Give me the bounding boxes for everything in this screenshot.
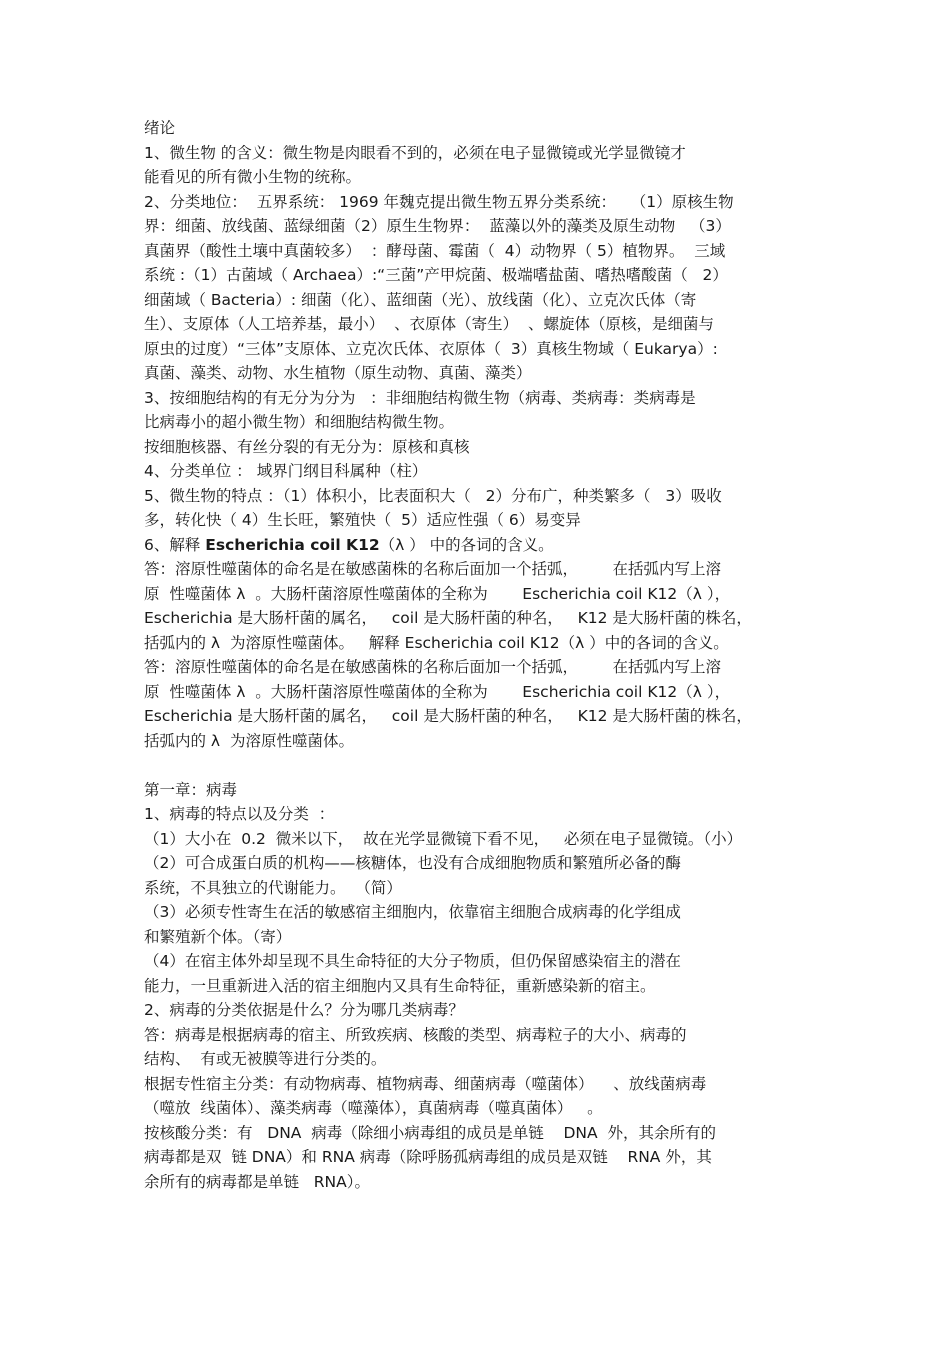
text-line: 1、微生物 的含义：微生物是肉眼看不到的，必须在电子显微镜或光学显微镜才: [144, 143, 686, 162]
question-6-term: Escherichia coil K12: [205, 535, 380, 554]
text-line: 答：病毒是根据病毒的宿主、所致疾病、核酸的类型、病毒粒子的大小、病毒的: [144, 1025, 687, 1044]
answer-line: 原 性噬菌体 λ 。大肠杆菌溶原性噬菌体的全称为 Escherichia coil K12（λ ），: [144, 584, 731, 603]
text-line: 真菌界（酸性土壤中真菌较多） ：酵母菌、霉菌（ 4）动物界（ 5）植物界。 三域: [144, 241, 726, 260]
question-6-suffix: （λ ） 中的各词的含义。: [379, 535, 554, 554]
text-line: 按核酸分类：有 DNA 病毒（除细小病毒组的成员是单链 DNA 外，其余所有的: [144, 1123, 716, 1142]
text-line: 比病毒小的超小微生物）和细胞结构微生物。: [144, 413, 455, 431]
text-line: 结构、 有或无被膜等进行分类的。: [144, 1050, 387, 1068]
text-line: 4、分类单位 ： 域界门纲目科属种（柱）: [144, 462, 428, 480]
text-line: 系统 :（1）古菌域（ Archaea）:“三菌”产甲烷菌、极端嗜盐菌、嗜热嗜酸菌（ 2）: [144, 266, 728, 284]
text-line: 和繁殖新个体。（寄）: [144, 927, 292, 946]
text-line: 细菌域（ Bacteria）: 细菌（化）、蓝细菌（光）、放线菌（化）、立克次氏体（寄: [144, 290, 697, 309]
answer-line: 答：溶原性噬菌体的命名是在敏感菌株的名称后面加一个括弧， 在括弧内写上溶: [144, 560, 721, 578]
section-title-intro: 绪论: [144, 119, 176, 137]
text-line: 能力，一旦重新进入活的宿主细胞内又具有生命特征，重新感染新的宿主。: [144, 976, 656, 995]
question-6-prefix: 6、解释: [144, 535, 206, 554]
text-line: 系统，不具独立的代谢能力。 （简）: [144, 878, 402, 897]
text-line: （3）必须专性寄生在活的敏感宿主细胞内，依靠宿主细胞合成病毒的化学组成: [144, 903, 681, 921]
answer-line: 答：溶原性噬菌体的命名是在敏感菌株的名称后面加一个括弧， 在括弧内写上溶: [144, 658, 721, 676]
text-line: （2）可合成蛋白质的机构——核糖体，也没有合成细胞物质和繁殖所必备的酶: [144, 854, 681, 872]
text-line: 界：细菌、放线菌、蓝绿细菌（2）原生生物界： 蓝藻以外的藻类及原生动物 （3）: [144, 217, 731, 235]
text-line: （1）大小在 0.2 微米以下， 故在光学显微镜下看不见， 必须在电子显微镜。（小）: [144, 829, 743, 848]
answer-line: 括弧内的 λ 为溶原性噬菌体。 解释 Escherichia coil K12（λ ）中的各词的含义。: [144, 633, 729, 652]
text-line: 5、微生物的特点 ：（1）体积小，比表面积大（ 2）分布广，种类繁多（ 3）吸收: [144, 486, 722, 505]
answer-line: Escherichia 是大肠杆菌的属名， coil 是大肠杆菌的种名， K12 是大肠杆菌的株名，: [144, 609, 752, 627]
answer-line: 括弧内的 λ 为溶原性噬菌体。: [144, 731, 354, 750]
question-6: [144, 533, 816, 558]
section-title-chapter1: 第一章：病毒: [144, 780, 238, 799]
text-line: 余所有的病毒都是单链 RNA）。: [144, 1172, 370, 1191]
text-line: 真菌、藻类、动物、水生植物（原生动物、真菌、藻类）: [144, 364, 532, 382]
text-line: 按细胞核器、有丝分裂的有无分为：原核和真核: [144, 437, 470, 456]
text-line: 能看见的所有微小生物的统称。: [144, 168, 362, 186]
document-page: [144, 116, 816, 1194]
section-spacer: [144, 753, 816, 778]
text-line: 3、按细胞结构的有无分为分为 ：非细胞结构微生物（病毒、类病毒：类病毒是: [144, 388, 696, 407]
answer-line: 原 性噬菌体 λ 。大肠杆菌溶原性噬菌体的全称为 Escherichia coil K12（λ ），: [144, 682, 731, 701]
text-line: 多，转化快（ 4）生长旺，繁殖快（ 5）适应性强（ 6）易变异: [144, 511, 581, 529]
text-line: （4）在宿主体外却呈现不具生命特征的大分子物质，但仍保留感染宿主的潜在: [144, 952, 681, 970]
text-line: 1、病毒的特点以及分类 ：: [144, 805, 335, 823]
text-line: （噬放 线菌体）、藻类病毒（噬藻体），真菌病毒（噬真菌体） 。: [144, 1099, 603, 1117]
text-line: 病毒都是双 链 DNA）和 RNA 病毒（除呼肠孤病毒组的成员是双链 RNA 外，其: [144, 1148, 712, 1166]
text-line: 生）、支原体（人工培养基，最小） 、衣原体（寄生） 、螺旋体（原核，是细菌与: [144, 315, 714, 333]
text-line: 原虫的过度）“三体”支原体、立克次氏体、衣原体（ 3）真核生物域（ Eukarya）:: [144, 339, 718, 358]
text-line: 2、分类地位： 五界系统： 1969 年魏克提出微生物五界分类系统： （1）原核生物: [144, 192, 734, 211]
text-line: 2、病毒的分类依据是什么？分为哪几类病毒？: [144, 1001, 464, 1019]
text-line: 根据专性宿主分类：有动物病毒、植物病毒、细菌病毒（噬菌体） 、放线菌病毒: [144, 1074, 707, 1093]
answer-line: Escherichia 是大肠杆菌的属名， coil 是大肠杆菌的种名， K12 是大肠杆菌的株名，: [144, 707, 752, 725]
